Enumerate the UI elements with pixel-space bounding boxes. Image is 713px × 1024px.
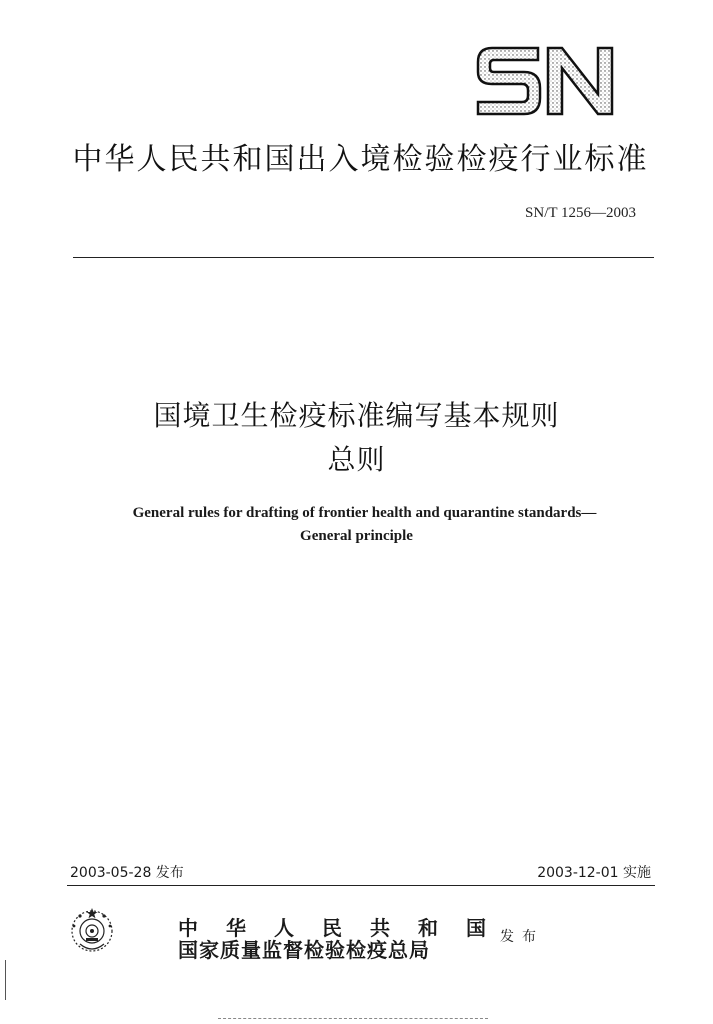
title-english-sub: General principle (300, 528, 413, 544)
issuer-line-1: 中华人民共和国 (178, 916, 514, 940)
standard-code: SN/T 1256—2003 (525, 205, 636, 221)
scan-bottom-mark (218, 1018, 488, 1019)
title-chinese-sub: 总则 (327, 443, 386, 476)
scan-edge-mark (5, 960, 6, 1000)
header-rule (73, 257, 654, 258)
logo-letter-n (548, 48, 612, 114)
publish-date: 2003-05-28 发布 (70, 865, 184, 881)
issuer-line-2: 国家质量监督检验检疫总局 (178, 938, 430, 962)
national-emblem-icon (64, 902, 120, 958)
footer-rule (67, 885, 655, 886)
logo-letter-s (478, 48, 540, 114)
issue-word: 发布 (500, 929, 544, 945)
title-english-main: General rules for drafting of frontier health and quarantine standards— (132, 505, 597, 521)
title-chinese-main: 国境卫生检疫标准编写基本规则 (153, 399, 560, 432)
organization-standard-title: 中华人民共和国出入境检验检疫行业标准 (72, 142, 649, 177)
sn-logo (472, 42, 618, 118)
implement-date: 2003-12-01 实施 (537, 865, 651, 881)
